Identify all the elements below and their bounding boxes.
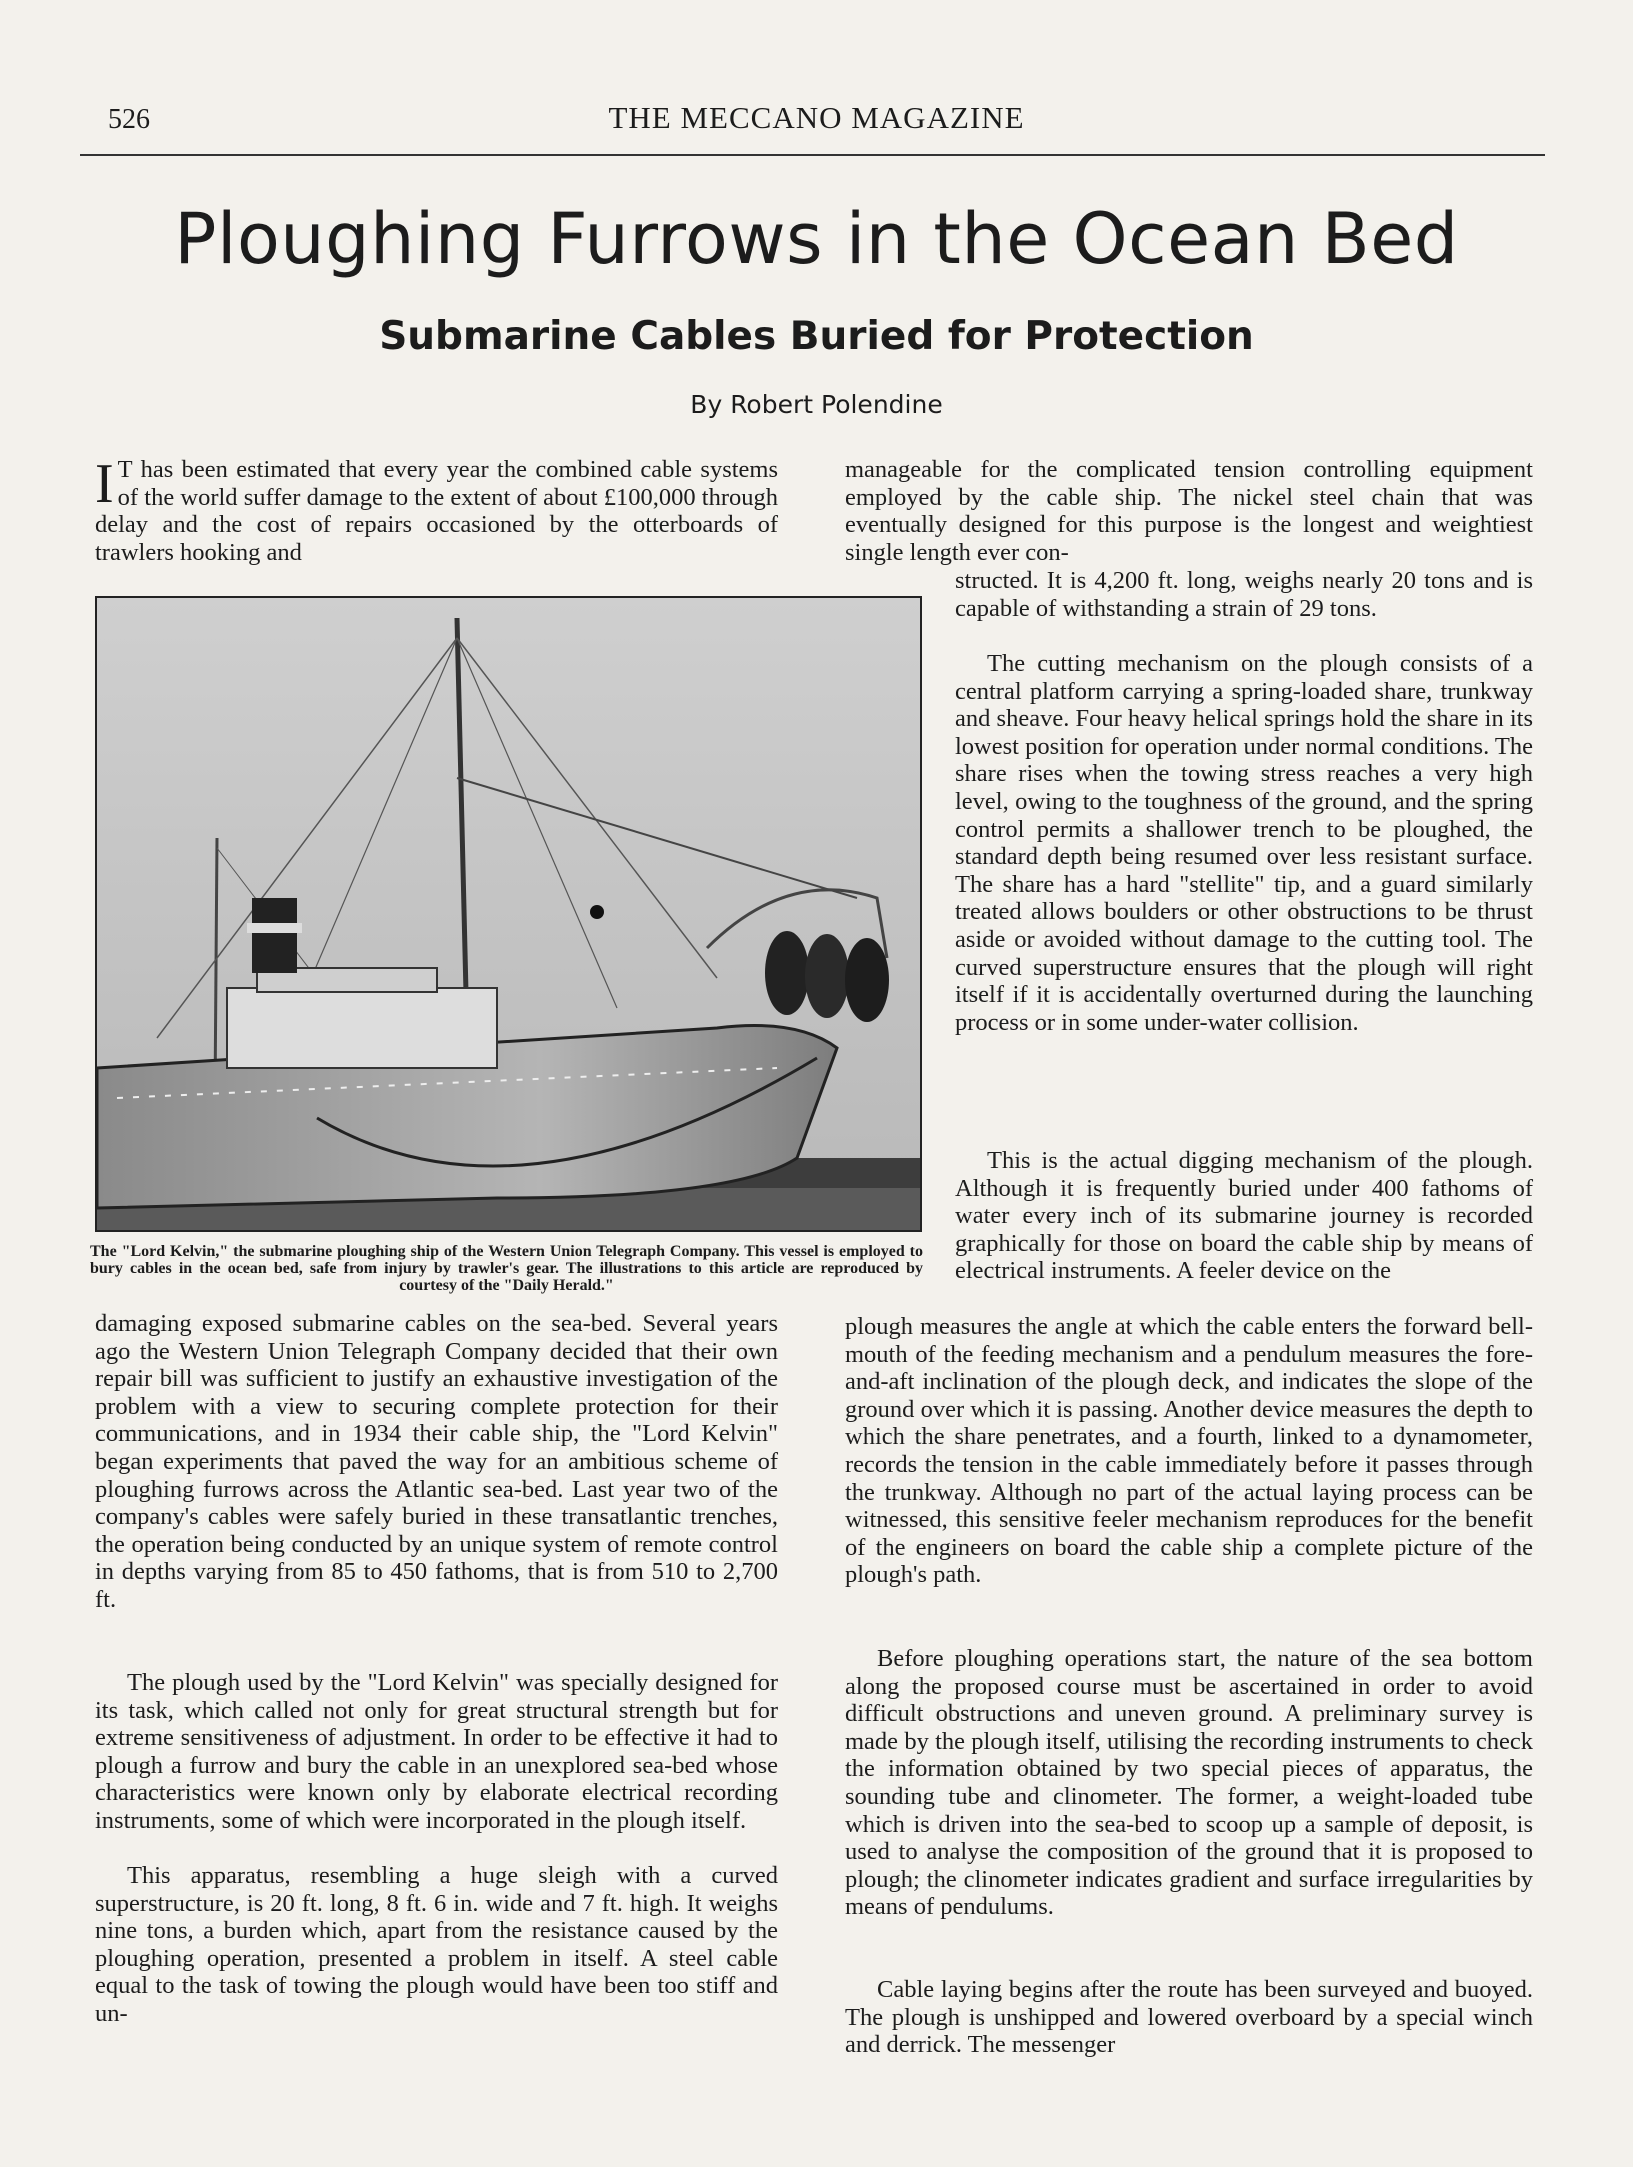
- running-header: THE MECCANO MAGAZINE: [608, 100, 1025, 135]
- article-title: Ploughing Furrows in the Ocean Bed: [174, 198, 1459, 280]
- left-paragraph-2: The plough used by the "Lord Kelvin" was specially designed for its task, which called not only for great structural strength but for extreme sensitiveness of adjustment. In order to be effective it had to plough a furrow and bury the cable in an unexplored sea-bed whose characteristics were known only by elaborate electrical recording instruments, some of which were incorporated in the plough itself.: [95, 1669, 778, 1834]
- page-number: 526: [108, 104, 150, 135]
- left-paragraph-1: damaging exposed submarine cables on the sea-bed. Several years ago the Western Union Telegraph Company decided that their own repair bill was sufficient to justify an exhaustive investigation of the problem with a view to securing complete protection for their communications, and in 1934 their cable ship, the "Lord Kelvin" began experiments that paved the way for an ambitious scheme of ploughing furrows across the Atlantic sea-bed. Last year two of the company's cables were safely buried in these transatlantic trenches, the operation being conducted by an unique system of remote control in depths varying from 85 to 450 fathoms, that is from 510 to 2,700 ft.: [95, 1310, 778, 1613]
- article-subtitle: Submarine Cables Buried for Protection: [379, 314, 1254, 359]
- right-paragraph-3-narrow: This is the actual digging mechanism of the plough. Although it is frequently buried under 400 fathoms of water every inch of its submarine journey is recorded graphically for those on board the cable ship by means of electrical instruments. A feeler device on the: [955, 1147, 1533, 1285]
- right-paragraph-3-wide: plough measures the angle at which the cable enters the forward bell-mouth of the feeding mechanism and a pendulum measures the fore-and-aft inclination of the plough deck, and indicates the slope of the ground over which it is passing. Another device measures the depth to which the share penetrates, and a fourth, linked to a dynamometer, records the tension in the cable immediately before it passes through the trunkway. Although no part of the actual laying process can be witnessed, this sensitive feeler mechanism reproduces for the benefit of the engineers on board the cable ship a complete picture of the plough's path.: [845, 1313, 1533, 1589]
- figure-caption: The "Lord Kelvin," the submarine ploughing ship of the Western Union Telegraph Company. This vessel is employed to bury cables in the ocean bed, safe from injury by trawler's gear. The illustrations to this article are reproduced by courtesy of the "Daily Herald.": [90, 1243, 923, 1294]
- article-byline: By Robert Polendine: [690, 390, 943, 419]
- ship-photo: [95, 596, 922, 1232]
- header-rule: [80, 154, 1545, 156]
- right-paragraph-2: The cutting mechanism on the plough consists of a central platform carrying a spring-loaded share, trunkway and sheave. Four heavy helical springs hold the share in its lowest position for operation under normal conditions. The share rises when the towing stress reaches a very high level, owing to the toughness of the ground, and the spring control permits a shallower trench to be ploughed, the standard depth being resumed over less resistant surface. The share has a hard "stellite" tip, and a guard similarly treated allows boulders or other obstructions to be thrust aside or avoided without damage to the cutting tool. The curved superstructure ensures that the plough will right itself if it is accidentally overturned during the launching process or in some under-water collision.: [955, 650, 1533, 1036]
- right-paragraph-4: Before ploughing operations start, the nature of the sea bottom along the proposed course must be ascertained in order to avoid difficult obstructions and uneven ground. A preliminary survey is made by the plough itself, utilising the recording instruments to check the information obtained by two special pieces of apparatus, the sounding tube and clinometer. The former, a weight-loaded tube which is driven into the sea-bed to scoop up a sample of deposit, is used to analyse the composition of the ground that it is proposed to plough; the clinometer indicates gradient and surface irregularities by means of pendulums.: [845, 1645, 1533, 1921]
- drop-cap: I: [95, 453, 114, 515]
- right-paragraph-1-narrow: structed. It is 4,200 ft. long, weighs nearly 20 tons and is capable of withstanding a strain of 29 tons.: [955, 567, 1533, 622]
- intro-text: T has been estimated that every year the combined cable systems of the world suffer damage to the extent of about £100,000 through delay and the cost of repairs occasioned by the otterboards of trawlers hooking and: [95, 456, 778, 566]
- right-paragraph-1-wide: manageable for the complicated tension controlling equipment employed by the cable ship. The nickel steel chain that was eventually designed for this purpose is the longest and weightiest single length ever con-: [845, 456, 1533, 566]
- ship-illustration: [97, 598, 920, 1230]
- intro-paragraph: [95, 453, 778, 566]
- left-paragraph-3: This apparatus, resembling a huge sleigh with a curved superstructure, is 20 ft. long, 8 ft. 6 in. wide and 7 ft. high. It weighs nine tons, a burden which, apart from the resistance caused by the ploughing operation, presented a problem in itself. A steel cable equal to the task of towing the plough would have been too stiff and un-: [95, 1862, 778, 2027]
- right-paragraph-5: Cable laying begins after the route has been surveyed and buoyed. The plough is unshipped and lowered overboard by a special winch and derrick. The messenger: [845, 1976, 1533, 2059]
